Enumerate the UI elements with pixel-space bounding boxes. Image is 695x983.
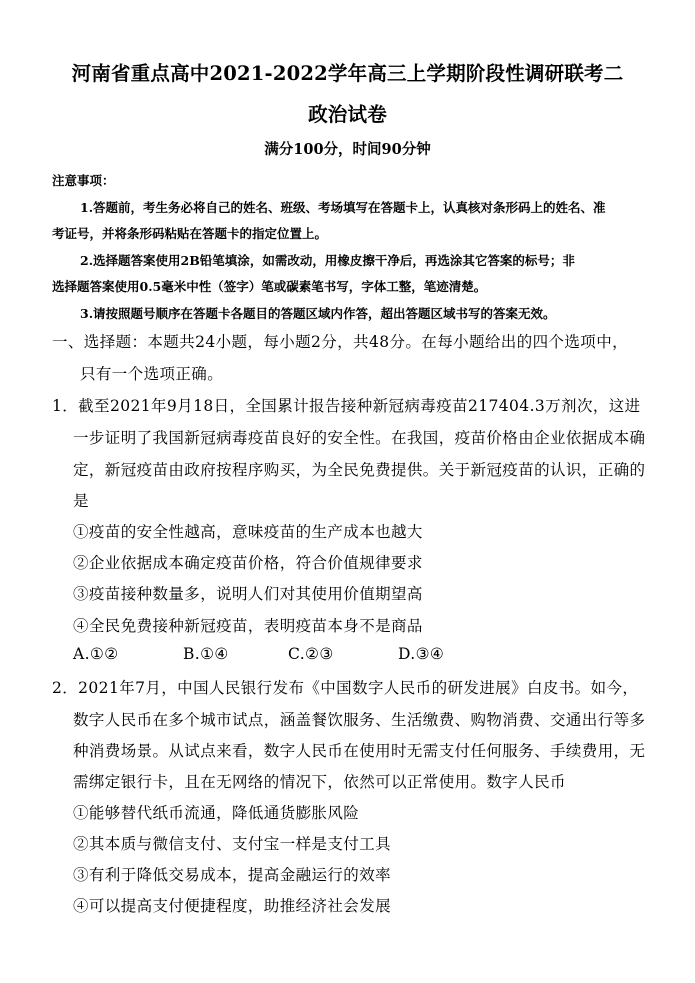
- question-1-statement-1: ①疫苗的安全性越高，意味疫苗的生产成本也越大: [73, 523, 423, 541]
- question-1-statement-3: ③疫苗接种数量多，说明人们对其使用价值期望高: [73, 585, 423, 603]
- notice-heading: 注意事项：: [52, 173, 115, 188]
- page-title-line1: 河南省重点高中2021-2022学年高三上学期阶段性调研联考二: [71, 62, 624, 85]
- question-2-stem-line1: 2．2021年7月，中国人民银行发布《中国数字人民币的研发进展》白皮书。如今，: [52, 679, 639, 697]
- notice-item-1-line2: 考证号，并将条形码粘贴在答题卡的指定位置上。: [52, 226, 328, 241]
- question-1-statement-2: ②企业依据成本确定疫苗价格，符合价值规律要求: [73, 554, 423, 572]
- question-2-statement-1: ①能够替代纸币流通，降低通货膨胀风险: [73, 804, 360, 822]
- question-2-stem-line2: 数字人民币在多个城市试点，涵盖餐饮服务、生活缴费、购物消费、交通出行等多: [73, 711, 646, 729]
- score-time-info: 满分100分，时间90分钟: [264, 141, 431, 158]
- notice-item-2-line1: 2.选择题答案使用2B铅笔填涂，如需改动，用橡皮擦干净后，再选涂其它答案的标号；非: [80, 253, 575, 268]
- question-2-statement-2: ②其本质与微信支付、支付宝一样是支付工具: [73, 835, 392, 853]
- question-1-stem-line1: 1．截至2021年9月18日，全国累计报告接种新冠病毒疫苗217404.3万剂次，这进: [52, 397, 641, 415]
- section-1-heading-line1: 一、选择题：本题共24小题，每小题2分，共48分。在每小题给出的四个选项中，: [52, 333, 629, 351]
- question-1-option-a[interactable]: A.①②: [73, 645, 119, 663]
- question-2-statement-4: ④可以提高支付便捷程度，助推经济社会发展: [73, 897, 392, 915]
- question-1-stem-line3: 定，新冠疫苗由政府按程序购买，为全民免费提供。关于新冠疫苗的认识，正确的: [73, 461, 646, 479]
- question-2-stem-line3: 种消费场景。从试点来看，数字人民币在使用时无需支付任何服务、手续费用，无: [73, 742, 646, 760]
- question-2-statement-3: ③有利于降低交易成本，提高金融运行的效率: [73, 866, 392, 884]
- question-1-option-c[interactable]: C.②③: [288, 645, 334, 663]
- question-2-stem-line4: 需绑定银行卡，且在无网络的情况下，依然可以正常使用。数字人民币: [73, 773, 566, 791]
- question-1-statement-4: ④全民免费接种新冠疫苗，表明疫苗本身不是商品: [73, 617, 423, 635]
- notice-item-2-line2: 选择题答案使用0.5毫米中性（签字）笔或碳素笔书写，字体工整，笔迹清楚。: [52, 279, 487, 294]
- question-1-option-b[interactable]: B.①④: [183, 645, 229, 663]
- question-1-stem-line4: 是: [73, 492, 89, 510]
- notice-item-1-line1: 1.答题前，考生务必将自己的姓名、班级、考场填写在答题卡上，认真核对条形码上的姓名、准: [80, 200, 606, 215]
- notice-item-3: 3.请按照题号顺序在答题卡各题目的答题区域内作答，超出答题区域书写的答案无效。: [80, 306, 556, 321]
- question-1-option-d[interactable]: D.③④: [398, 645, 445, 663]
- section-1-heading-line2: 只有一个选项正确。: [80, 365, 224, 383]
- page-title-line2: 政治试卷: [308, 103, 387, 126]
- question-1-stem-line2: 一步证明了我国新冠病毒疫苗良好的安全性。在我国，疫苗价格由企业依据成本确: [73, 429, 646, 447]
